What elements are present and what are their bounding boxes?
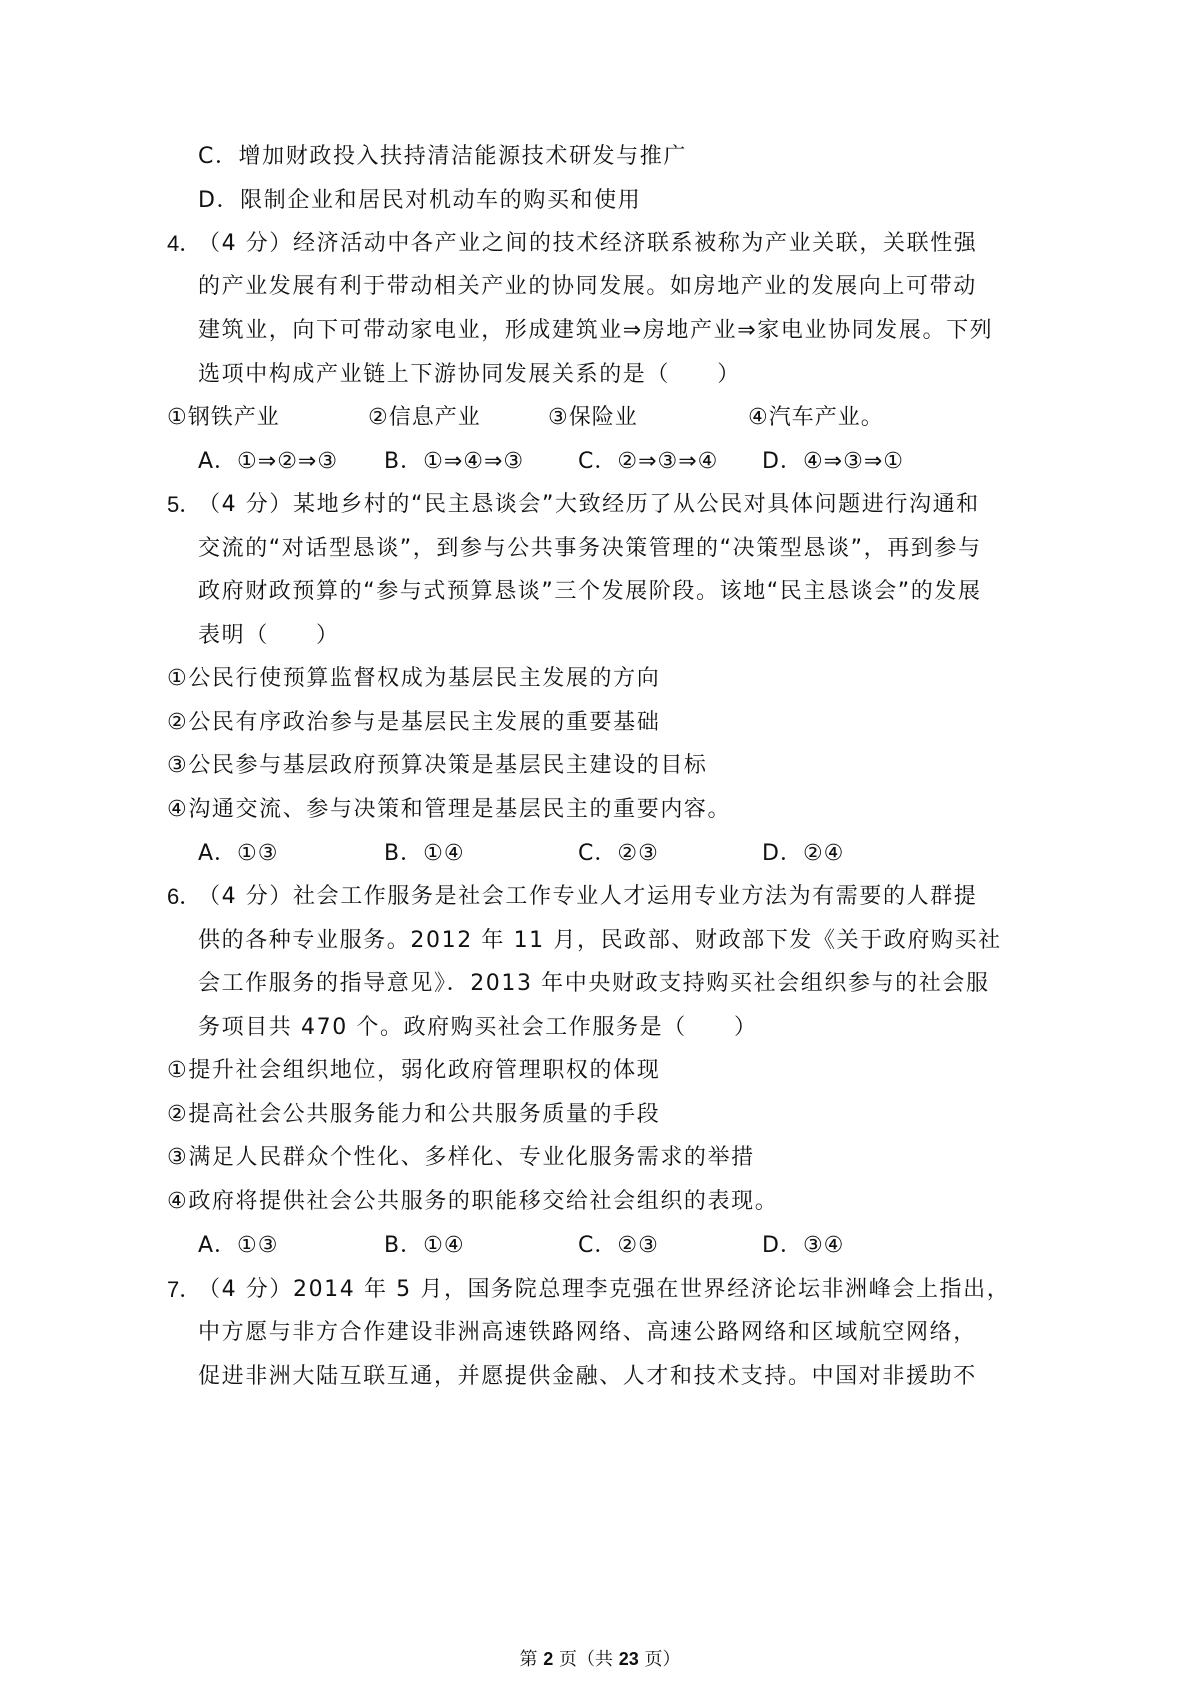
q6-number: 6． xyxy=(167,884,202,909)
q5-text-line: 交流的“对话型恳谈”，到参与公共事务决策管理的“决策型恳谈”，再到参与 xyxy=(198,536,982,561)
q4-number: 4． xyxy=(167,231,202,256)
q6-text-line: 务项目共 470 个。政府购买社会工作服务是（ ） xyxy=(198,1015,758,1040)
q7-text-line: 中方愿与非方合作建设非洲高速铁路网络、高速公路网络和区域航空网络， xyxy=(198,1320,977,1345)
q5-item: ①公民行使预算监督权成为基层民主发展的方向 xyxy=(167,666,661,691)
q6-text-line: 供的各种专业服务。2012 年 11 月，民政部、财政部下发《关于政府购买社 xyxy=(198,928,1002,953)
q4-option-c: C．②⇒③⇒④ xyxy=(578,449,719,474)
q4-item: ④汽车产业。 xyxy=(748,405,884,430)
q5-option-b: B．①④ xyxy=(384,841,465,866)
q6-option-a: A．①③ xyxy=(198,1233,279,1258)
q4-option-a: A．①⇒②⇒③ xyxy=(198,449,339,474)
q4-text-line: （4 分）经济活动中各产业之间的技术经济联系被称为产业关联，关联性强 xyxy=(198,231,978,256)
q5-item: ④沟通交流、参与决策和管理是基层民主的重要内容。 xyxy=(167,797,732,822)
q4-item: ②信息产业 xyxy=(368,405,481,430)
footer-prefix: 第 xyxy=(519,1649,544,1670)
q4-text-line: 选项中构成产业链上下游协同发展关系的是（ ） xyxy=(198,362,741,387)
q7-text-line: 促进非洲大陆互联互通，并愿提供金融、人才和技术支持。中国对非援助不 xyxy=(198,1364,977,1389)
q5-option-c: C．②③ xyxy=(578,841,659,866)
q5-option-a: A．①③ xyxy=(198,841,279,866)
q4-item: ③保险业 xyxy=(548,405,638,430)
q5-text-line: 政府财政预算的“参与式预算恳谈”三个发展阶段。该地“民主恳谈会”的发展 xyxy=(198,579,982,604)
q6-option-b: B．①④ xyxy=(384,1233,465,1258)
q5-text-line: 表明（ ） xyxy=(198,623,340,648)
q5-item: ②公民有序政治参与是基层民主发展的重要基础 xyxy=(167,710,661,735)
q5-item: ③公民参与基层政府预算决策是基层民主建设的目标 xyxy=(167,753,708,778)
page-footer xyxy=(0,1647,1200,1672)
footer-page-number: 2 xyxy=(543,1649,554,1669)
q4-text-line: 的产业发展有利于带动相关产业的协同发展。如房地产业的发展向上可带动 xyxy=(198,274,977,299)
q7-text-line: （4 分）2014 年 5 月，国务院总理李克强在世界经济论坛非洲峰会上指出， xyxy=(198,1277,1011,1302)
footer-total-pages: 23 xyxy=(618,1649,639,1669)
q5-number: 5． xyxy=(167,492,202,517)
q4-option-d: D．④⇒③⇒① xyxy=(762,449,904,474)
option-d-prev: D．限制企业和居民对机动车的购买和使用 xyxy=(198,188,642,213)
q6-item: ④政府将提供社会公共服务的职能移交给社会组织的表现。 xyxy=(167,1189,779,1214)
q6-text-line: （4 分）社会工作服务是社会工作专业人才运用专业方法为有需要的人群提 xyxy=(198,884,978,909)
q5-option-d: D．②④ xyxy=(762,841,845,866)
option-c-prev: C．增加财政投入扶持清洁能源技术研发与推广 xyxy=(198,144,687,169)
q4-text-line: 建筑业，向下可带动家电业，形成建筑业⇒房地产业⇒家电业协同发展。下列 xyxy=(198,318,994,343)
q6-option-c: C．②③ xyxy=(578,1233,659,1258)
q6-item: ①提升社会组织地位，弱化政府管理职权的体现 xyxy=(167,1058,661,1083)
q7-number: 7． xyxy=(167,1277,202,1302)
footer-suffix: 页） xyxy=(638,1649,681,1670)
q6-text-line: 会工作服务的指导意见》．2013 年中央财政支持购买社会组织参与的社会服 xyxy=(198,971,990,996)
q4-option-b: B．①⇒④⇒③ xyxy=(384,449,525,474)
q6-item: ③满足人民群众个性化、多样化、专业化服务需求的举措 xyxy=(167,1145,755,1170)
q6-item: ②提高社会公共服务能力和公共服务质量的手段 xyxy=(167,1102,661,1127)
q5-text-line: （4 分）某地乡村的“民主恳谈会”大致经历了从公民对具体问题进行沟通和 xyxy=(198,492,980,517)
q6-option-d: D．③④ xyxy=(762,1233,845,1258)
footer-middle: 页（共 xyxy=(553,1649,619,1670)
q4-item: ①钢铁产业 xyxy=(167,405,280,430)
